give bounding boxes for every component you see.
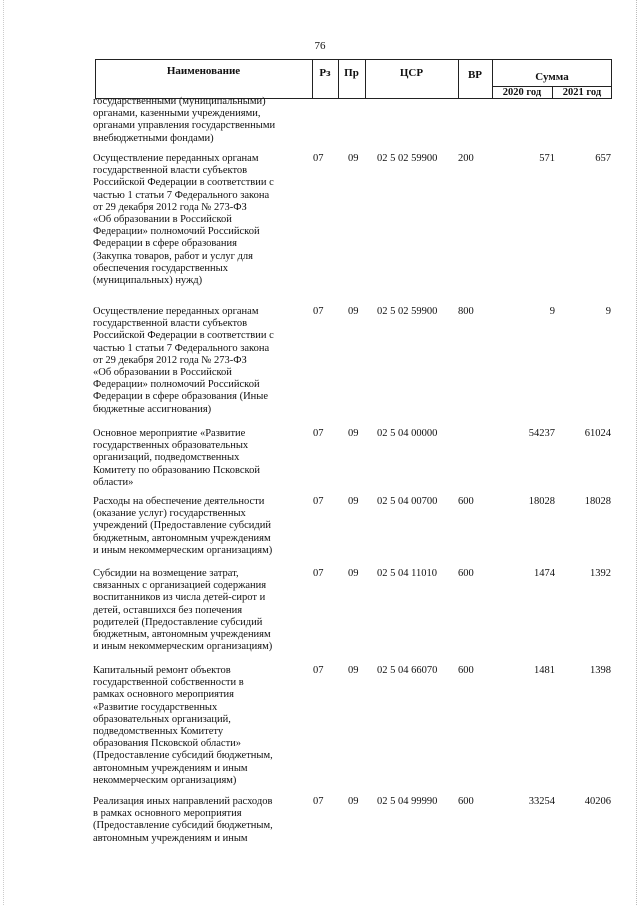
row-pr: 09 bbox=[348, 428, 359, 439]
header-vr: ВР bbox=[467, 69, 483, 81]
row-sum-2020: 9 bbox=[549, 306, 555, 317]
row-name: государственными (муниципальными) органами, казенными учреждениями, органами управления государственными внебюджетными фондами) bbox=[93, 96, 276, 144]
row-rz: 07 bbox=[313, 428, 324, 439]
header-2020: 2020 год bbox=[502, 87, 542, 98]
row-rz: 07 bbox=[313, 496, 324, 507]
row-vr: 600 bbox=[458, 796, 474, 807]
row-rz: 07 bbox=[313, 153, 324, 164]
row-csr: 02 5 04 99990 bbox=[377, 796, 438, 807]
row-pr: 09 bbox=[348, 568, 359, 579]
header-name: Наименование bbox=[166, 65, 241, 77]
page-number: 76 bbox=[314, 40, 326, 52]
header-divider bbox=[365, 59, 366, 99]
scan-edge-left bbox=[3, 0, 4, 905]
row-csr: 02 5 04 11010 bbox=[377, 568, 437, 579]
scan-edge-right bbox=[636, 0, 637, 905]
header-divider bbox=[312, 59, 313, 99]
row-csr: 02 5 02 59900 bbox=[377, 306, 438, 317]
row-pr: 09 bbox=[348, 796, 359, 807]
row-sum-2020: 18028 bbox=[528, 496, 555, 507]
row-vr: 600 bbox=[458, 496, 474, 507]
row-rz: 07 bbox=[313, 306, 324, 317]
row-sum-2020: 1481 bbox=[534, 665, 555, 676]
row-sum-2021: 40206 bbox=[584, 796, 611, 807]
row-csr: 02 5 04 00000 bbox=[377, 428, 438, 439]
row-name: Осуществление переданных органам государственной власти субъектов Российской Федерации в соответствии с частью 1 статьи 7 Федерального закона от 29 декабря 2012 года № 273-ФЗ «Об образовании в Российской Федерации» полномочий Российской Федерации в сфере образования (Закупка товаров, работ и услуг для обеспечения государственных (муниципальных) нужд) bbox=[93, 153, 274, 287]
row-name: Субсидии на возмещение затрат, связанных с организацией содержания воспитанников из числа детей-сирот и детей, оставшихся без попечения родителей (Предоставление субсидий бюджетным, автономным учреждениям и иным некоммерческим организациям) bbox=[93, 568, 273, 653]
row-pr: 09 bbox=[348, 306, 359, 317]
row-sum-2020: 54237 bbox=[528, 428, 555, 439]
row-sum-2021: 18028 bbox=[584, 496, 611, 507]
header-rz: Рз bbox=[319, 67, 331, 79]
row-csr: 02 5 02 59900 bbox=[377, 153, 438, 164]
row-sum-2021: 1392 bbox=[590, 568, 611, 579]
header-csr: ЦСР bbox=[399, 67, 424, 79]
row-sum-2021: 61024 bbox=[584, 428, 611, 439]
row-name: Расходы на обеспечение деятельности (оказание услуг) государственных учреждений (Предоставление субсидий бюджетным, автономным учреждениям и иным некоммерческим организациям) bbox=[93, 496, 273, 556]
row-pr: 09 bbox=[348, 665, 359, 676]
header-sum: Сумма bbox=[535, 71, 569, 83]
row-name: Реализация иных направлений расходов в рамках основного мероприятия (Предоставление субсидий бюджетным, автономным учреждениям и иным bbox=[93, 796, 273, 844]
row-sum-2021: 9 bbox=[605, 306, 611, 317]
header-divider bbox=[338, 59, 339, 99]
row-sum-2020: 33254 bbox=[528, 796, 555, 807]
row-pr: 09 bbox=[348, 496, 359, 507]
row-csr: 02 5 04 66070 bbox=[377, 665, 438, 676]
row-sum-2021: 1398 bbox=[590, 665, 611, 676]
row-vr: 800 bbox=[458, 306, 474, 317]
row-rz: 07 bbox=[313, 796, 324, 807]
row-csr: 02 5 04 00700 bbox=[377, 496, 438, 507]
row-pr: 09 bbox=[348, 153, 359, 164]
table-header bbox=[95, 59, 612, 99]
row-rz: 07 bbox=[313, 665, 324, 676]
row-sum-2020: 571 bbox=[539, 153, 555, 164]
header-2021: 2021 год bbox=[562, 87, 602, 98]
row-name: Капитальный ремонт объектов государственной собственности в рамках основного мероприятия «Развитие государственных образовательных организаций, подведомственных Комитету образования Псковской области» (Предоставление субсидий бюджетным, автономным учреждениям и иным некоммерческим организациям) bbox=[93, 665, 273, 786]
row-name: Осуществление переданных органам государственной власти субъектов Российской Федерации в соответствии с частью 1 статьи 7 Федерального закона от 29 декабря 2012 года № 273-ФЗ «Об образовании в Российской Федерации» полномочий Российской Федерации в сфере образования (Иные бюджетные ассигнования) bbox=[93, 306, 274, 415]
row-vr: 600 bbox=[458, 665, 474, 676]
header-pr: Пр bbox=[344, 67, 359, 79]
row-vr: 600 bbox=[458, 568, 474, 579]
row-name: Основное мероприятие «Развитие государственных образовательных организаций, подведомственных Комитету по образованию Псковской области» bbox=[93, 428, 260, 488]
row-vr: 200 bbox=[458, 153, 474, 164]
row-sum-2020: 1474 bbox=[534, 568, 555, 579]
row-rz: 07 bbox=[313, 568, 324, 579]
row-sum-2021: 657 bbox=[595, 153, 611, 164]
